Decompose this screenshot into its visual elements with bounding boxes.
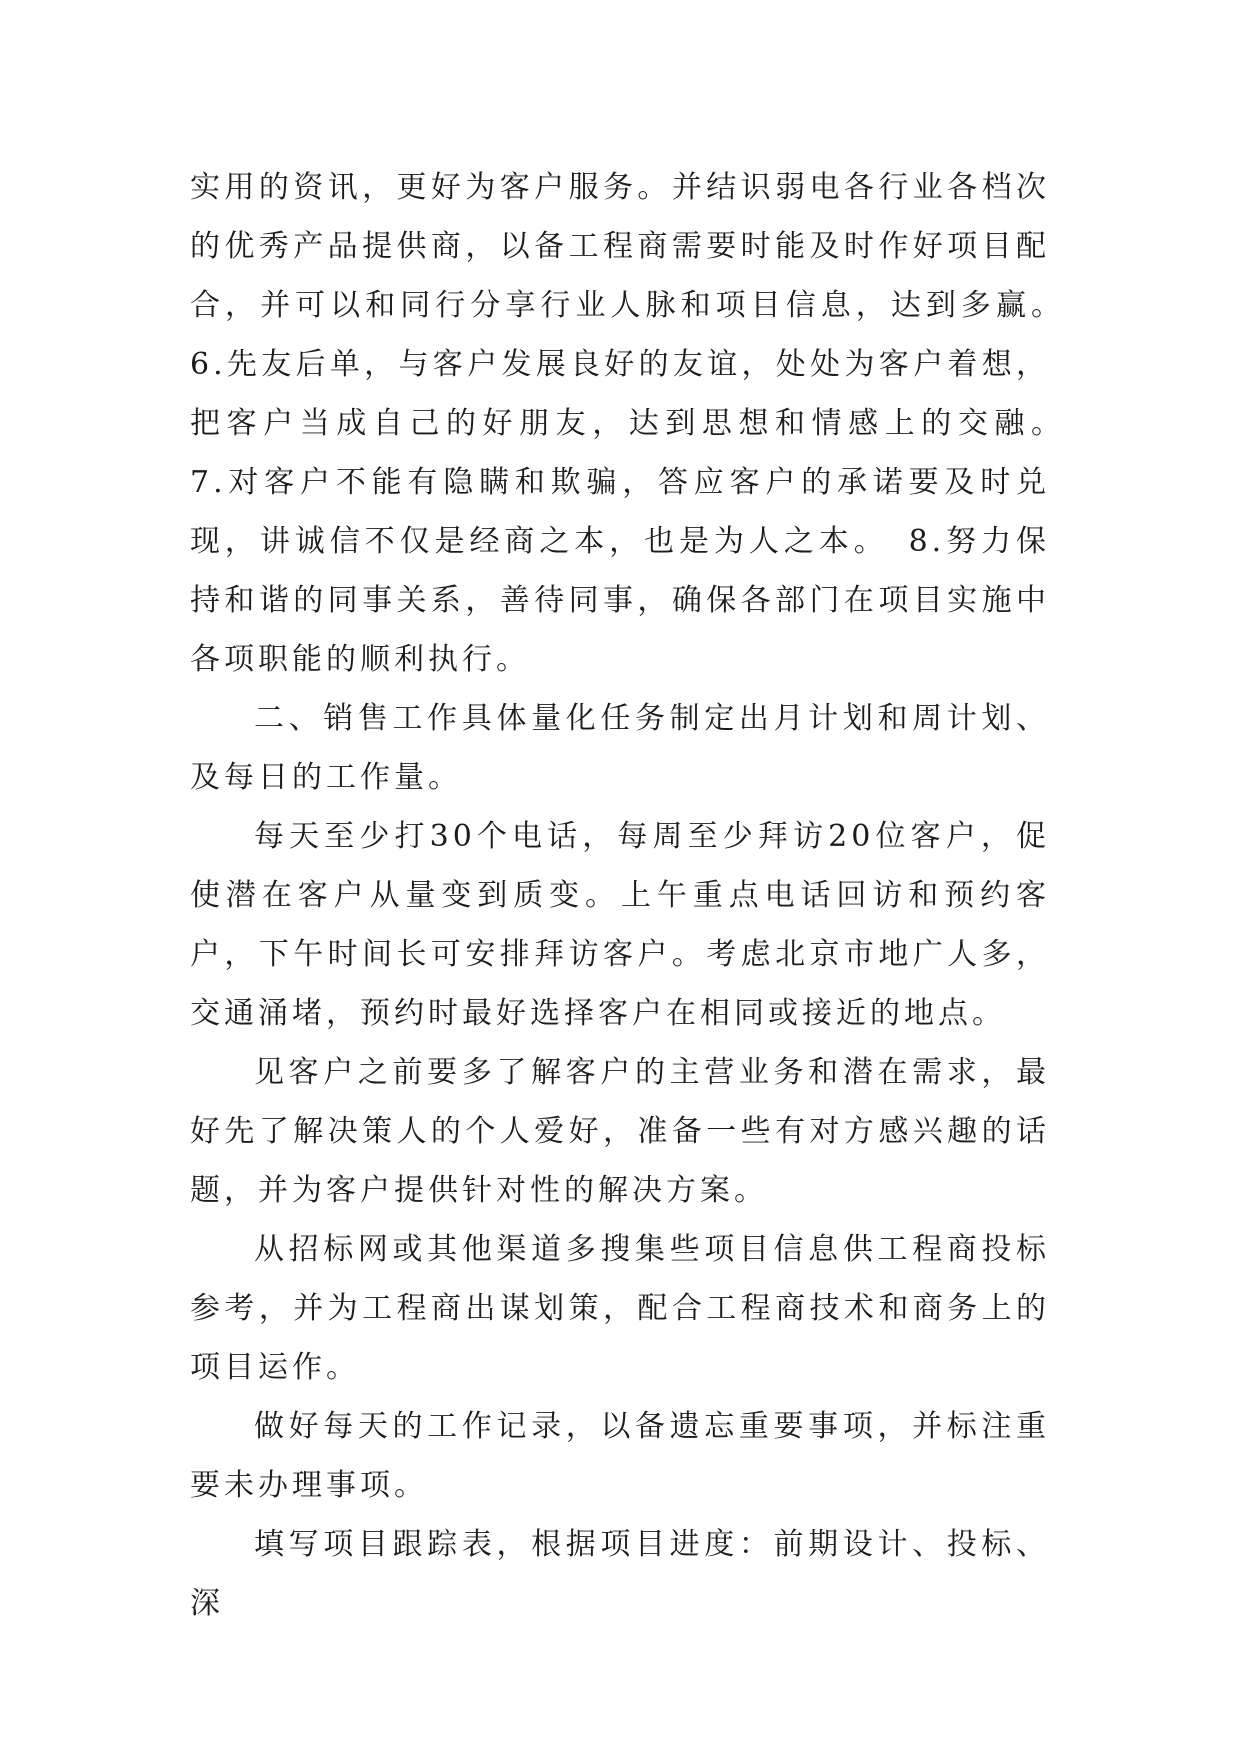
paragraph-4: 见客户之前要多了解客户的主营业务和潜在需求，最好先了解决策人的个人爱好，准备一些有对方感兴趣的话题，并为客户提供针对性的解决方案。 [190, 1055, 1050, 1208]
paragraph-7: 填写项目跟踪表，根据项目进度：前期设计、投标、深 [190, 1527, 1050, 1621]
paragraph-3: 每天至少打30个电话，每周至少拜访20位客户，促使潜在客户从量变到质变。上午重点电话回访和预约客户，下午时间长可安排拜访客户。考虑北京市地广人多，交通涌堵，预约时最好选择客户在相同或接近的地点。 [190, 819, 1050, 1031]
paragraph-1: 实用的资讯，更好为客户服务。并结识弱电各行业各档次的优秀产品提供商，以备工程商需要时能及时作好项目配合，并可以和同行分享行业人脉和项目信息，达到多赢。 6.先友后单，与客户发展良好的友谊，处处为客户着想，把客户当成自己的好朋友，达到思想和情感上的交融。 7.对客户不能有隐瞒和欺骗，答应客户的承诺要及时兑现，讲诚信不仅是经商之本，也是为人之本。 8.努力保持和谐的同事关系，善待同事，确保各部门在项目实施中各项职能的顺利执行。 [190, 170, 1084, 677]
paragraph-2-heading: 二、销售工作具体量化任务制定出月计划和周计划、及每日的工作量。 [190, 701, 1050, 795]
paragraph-5: 从招标网或其他渠道多搜集些项目信息供工程商投标参考，并为工程商出谋划策，配合工程商技术和商务上的项目运作。 [190, 1232, 1050, 1385]
paragraph-6: 做好每天的工作记录，以备遗忘重要事项，并标注重要未办理事项。 [190, 1409, 1050, 1503]
document-body [190, 158, 1084, 1633]
